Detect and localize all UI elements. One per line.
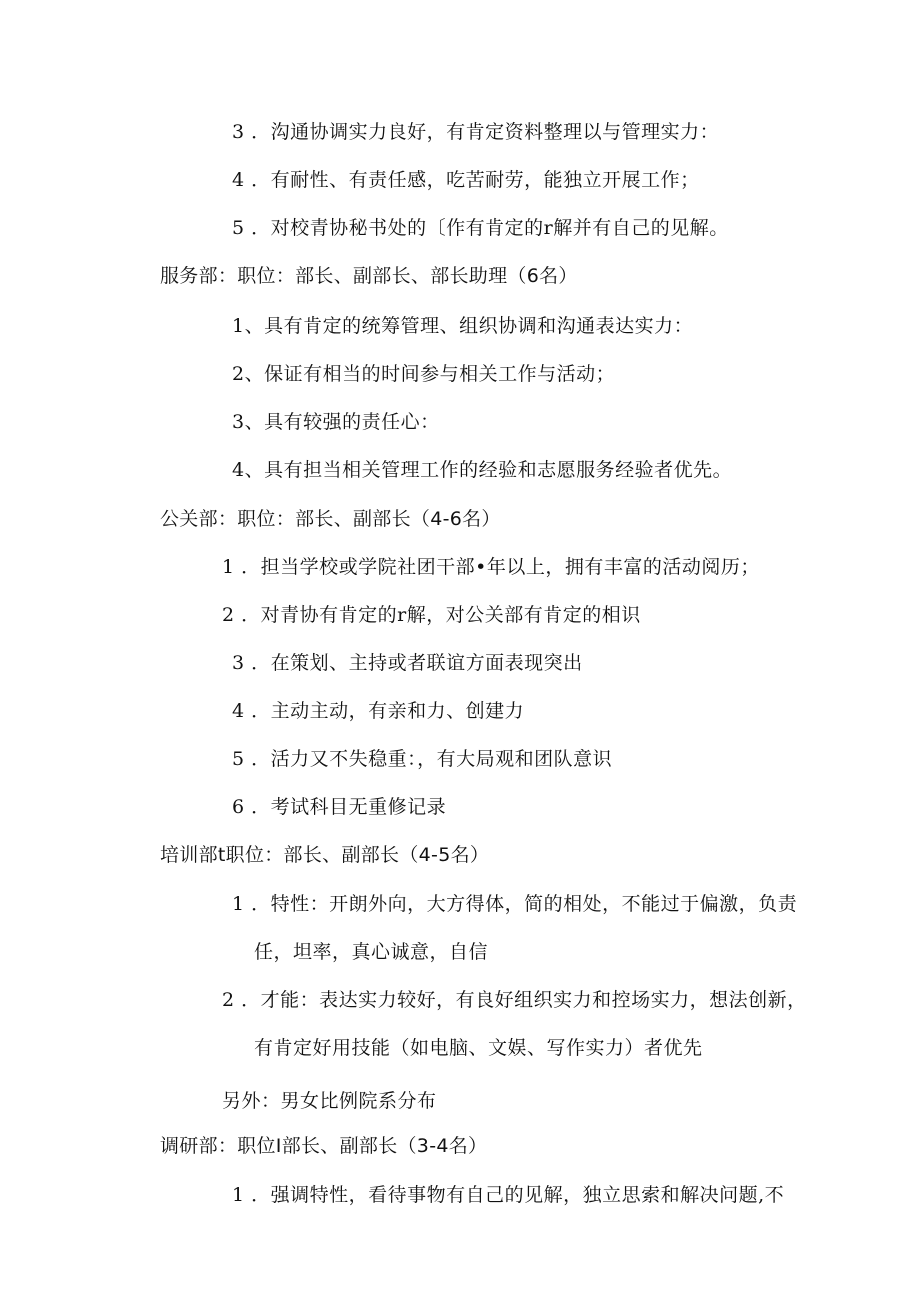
- secretariat-item-4: 4 ．有耐性、有责任感，吃苦耐劳，能独立开展工作；: [232, 169, 700, 191]
- research-heading: 调研部：职位I部长、副部长（3-4名）: [160, 1135, 488, 1157]
- training-heading: 培训部t职位：部长、副部长（4-5名）: [160, 844, 490, 866]
- pr-item-6: 6 ．考试科目无重修记录: [232, 796, 447, 818]
- secretariat-item-5: 5 ．对校青协秘书处的〔作有肯定的r解并有自己的见解。: [232, 217, 729, 239]
- pr-item-2: 2 ．对青协有肯定的r解，对公关部有肯定的相识: [222, 604, 641, 626]
- secretariat-item-3: 3 ．沟通协调实力良好，有肯定资料整理以与管理实力：: [232, 121, 720, 143]
- service-item-1: 1、具有肯定的统筹管理、组织协调和沟通表达实力：: [232, 315, 694, 337]
- pr-item-4: 4 ．主动主动，有亲和力、创建力: [232, 700, 525, 722]
- training-item-2-line-1: 2 ．才能：表达实力较好，有良好组织实力和控场实力，想法创新，: [222, 989, 807, 1011]
- training-item-2-line-2: 有肯定好用技能（如电脑、文娱、写作实力）者优先: [254, 1037, 703, 1059]
- training-item-1-line-1: 1 ．特性：开朗外向，大方得体，简的相处，不能过于偏激，负责: [232, 893, 798, 915]
- training-note: 另外：男女比例院系分布: [222, 1090, 437, 1112]
- pr-item-5: 5 ．活力又不失稳重：，有大局观和团队意识: [232, 748, 613, 770]
- pr-heading: 公关部：职位：部长、副部长（4-6名）: [160, 508, 501, 530]
- service-item-3: 3、具有较强的责任心：: [232, 411, 440, 433]
- service-item-4: 4、具有担当相关管理工作的经验和志愿服务经验者优先。: [232, 459, 733, 481]
- pr-item-1: 1 ．担当学校或学院社团干部•年以上，拥有丰富的活动阅历；: [222, 556, 760, 578]
- training-item-1-line-2: 任，坦率，真心诚意，自信: [254, 941, 489, 963]
- service-heading: 服务部：职位：部长、副部长、部长助理（6名）: [160, 265, 578, 287]
- research-item-1-line-1: 1 ．强调特性，看待事物有自己的见解，独立思索和解决问题,不: [232, 1184, 785, 1206]
- service-item-2: 2、保证有相当的时间参与相关工作与活动；: [232, 363, 616, 385]
- pr-item-3: 3 ．在策划、主持或者联谊方面表现突出: [232, 652, 583, 674]
